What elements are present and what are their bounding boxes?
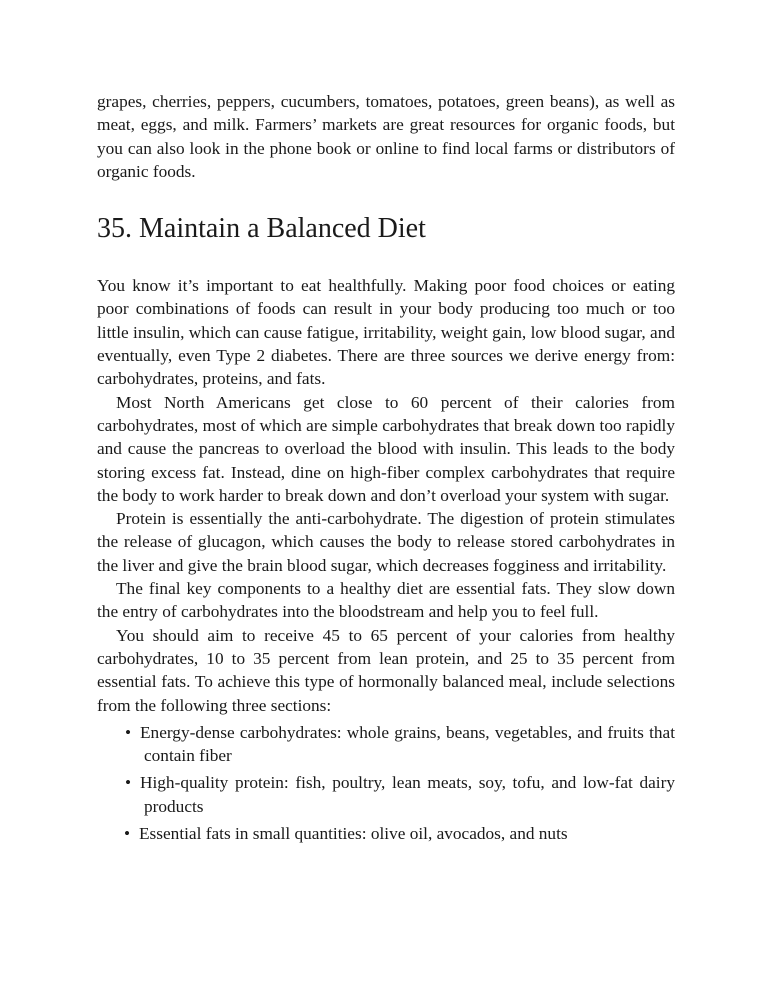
body-paragraph-5: You should aim to receive 45 to 65 percent of your calories from healthy carbohydrates, 10 to 35 percent from lean protein, and 25 to 35 percent from essential fats. To achieve this type of hormonally balanced meal, include selections from the following three sections: (97, 625, 675, 715)
bullet-icon: • (124, 824, 131, 844)
bullet-item-protein (97, 771, 675, 818)
intro-paragraph: grapes, cherries, peppers, cucumbers, tomatoes, potatoes, green beans), as well as meat, eggs, and milk. Farmers’ markets are great resources for organic foods, but you can also look in the phone book or online to find local farms or distributors of organic foods. (97, 92, 675, 181)
bullet-list (97, 721, 675, 845)
bullet-icon: • (125, 773, 132, 793)
body-paragraph-2: Most North Americans get close to 60 percent of their calories from carbohydrates, most of which are simple carbohydrates that break down too rapidly and cause the pancreas to overload the blood with insulin. This leads to the body storing excess fat. Instead, dine on high-fiber complex carbohydrates that require the body to work harder to break down and don’t overload your system with sugar. (97, 392, 675, 505)
bullet-text: Essential fats in small quantities: olive oil, avocados, and nuts (139, 824, 568, 844)
body-paragraph-4: The final key components to a healthy diet are essential fats. They slow down the entry of carbohydrates into the bloodstream and help you to feel full. (97, 579, 675, 622)
section-heading: 35. Maintain a Balanced Diet (97, 213, 426, 245)
body-paragraph-3: Protein is essentially the anti-carbohydrate. The digestion of protein stimulates the release of glucagon, which causes the body to release stored carbohydrates in the liver and give the brain blood sugar, which decreases fogginess and irritability. (97, 509, 675, 575)
book-page (97, 90, 675, 849)
body-paragraph-1: You know it’s important to eat healthfully. Making poor food choices or eating poor combinations of foods can result in your body producing too much or too little insulin, which can cause fatigue, irritability, weight gain, low blood sugar, and eventually, even Type 2 diabetes. There are three sources we derive energy from: carbohydrates, proteins, and fats. (97, 276, 675, 389)
bullet-item-fats (97, 822, 675, 845)
bullet-icon: • (125, 722, 132, 742)
bullet-item-carbohydrates (97, 721, 675, 768)
bullet-text: Energy-dense carbohydrates: whole grains, beans, vegetables, and fruits that contain fiber (140, 722, 675, 766)
bullet-text: High-quality protein: fish, poultry, lean meats, soy, tofu, and low-fat dairy products (140, 773, 675, 816)
